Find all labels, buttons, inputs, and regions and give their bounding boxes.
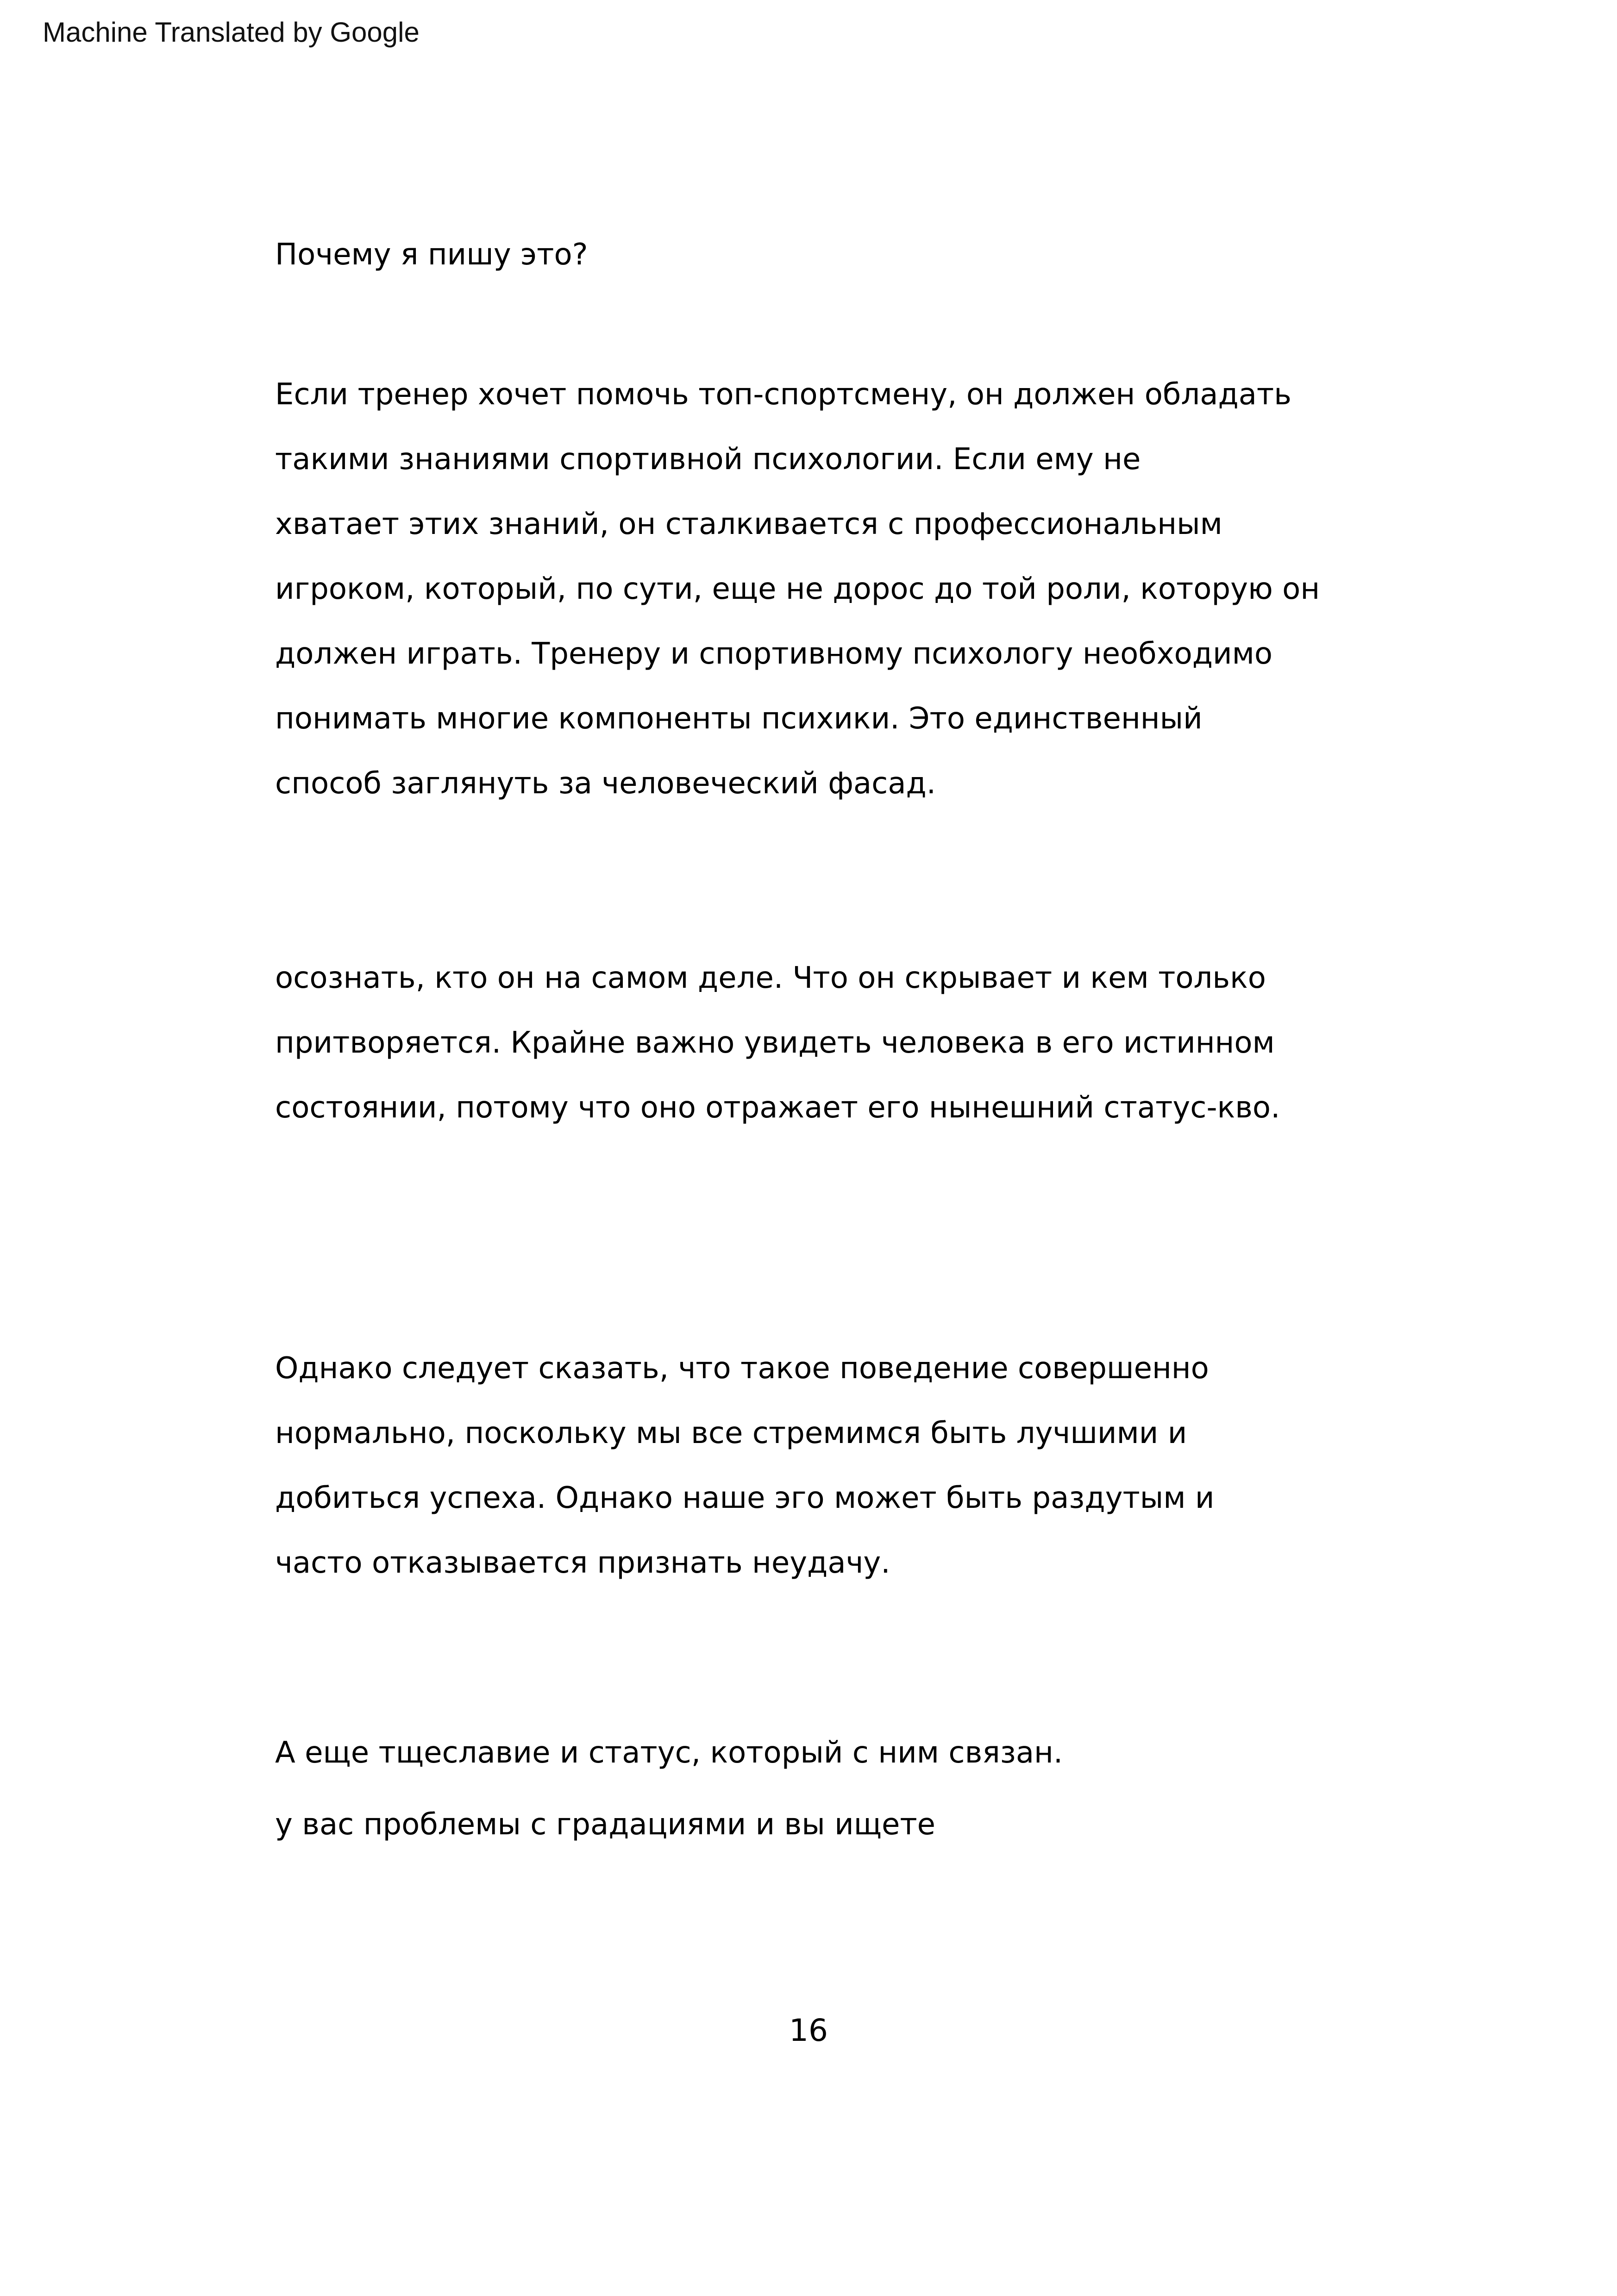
text-line: такими знаниями спортивной психологии. Если ему не bbox=[275, 442, 1141, 477]
text-line: состоянии, потому что оно отражает его нынешний статус-кво. bbox=[275, 1091, 1280, 1125]
text-line: Если тренер хочет помочь топ-спортсмену, он должен обладать bbox=[275, 377, 1291, 412]
text-line: часто отказывается признать неудачу. bbox=[275, 1546, 890, 1580]
machine-translation-banner: Machine Translated by Google bbox=[43, 17, 420, 48]
text-line: игроком, который, по сути, еще не дорос до той роли, которую он bbox=[275, 572, 1320, 606]
text-line: А еще тщеславие и статус, который с ним связан. bbox=[275, 1736, 1063, 1770]
text-line: понимать многие компоненты психики. Это единственный bbox=[275, 702, 1203, 736]
page-heading: Почему я пишу это? bbox=[275, 238, 588, 272]
text-line: добиться успеха. Однако наше эго может быть раздутым и bbox=[275, 1481, 1215, 1515]
page-number: 16 bbox=[789, 2013, 828, 2048]
text-line: нормально, поскольку мы все стремимся быть лучшими и bbox=[275, 1416, 1187, 1450]
text-line: у вас проблемы с градациями и вы ищете bbox=[275, 1807, 935, 1842]
text-line: должен играть. Тренеру и спортивному психологу необходимо bbox=[275, 637, 1272, 671]
text-line: притворяется. Крайне важно увидеть человека в его истинном bbox=[275, 1026, 1275, 1060]
text-line: осознать, кто он на самом деле. Что он скрывает и кем только bbox=[275, 961, 1266, 995]
text-line: способ заглянуть за человеческий фасад. bbox=[275, 766, 936, 801]
text-line: Однако следует сказать, что такое поведение совершенно bbox=[275, 1351, 1209, 1386]
text-line: хватает этих знаний, он сталкивается с профессиональным bbox=[275, 507, 1222, 541]
